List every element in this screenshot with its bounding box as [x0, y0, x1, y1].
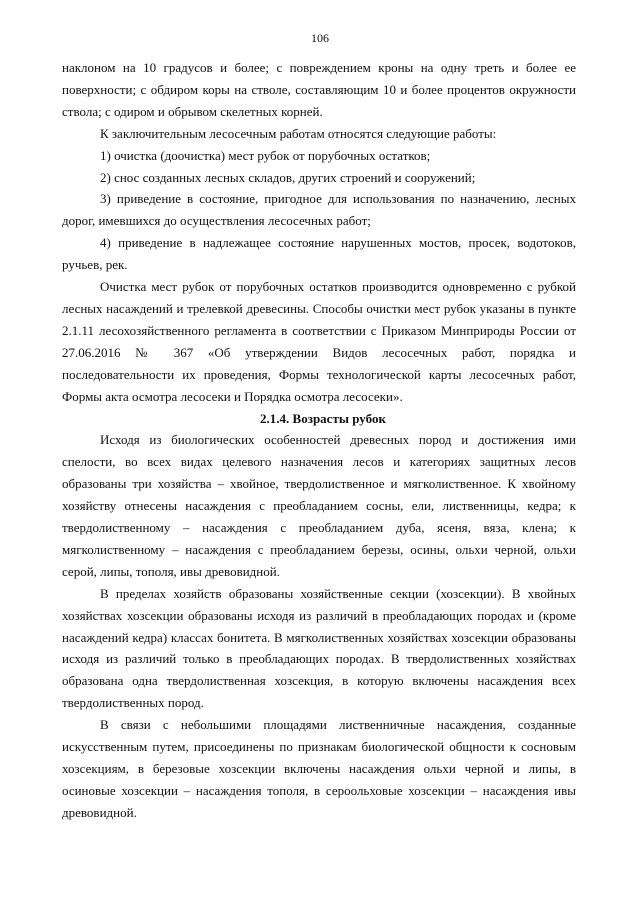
page-number: 106 [311, 31, 329, 45]
list-item: 3) приведение в состояние, пригодное для использования по назначению, лесных дорог, имевшихся до осуществления лесосечных работ; [62, 191, 576, 229]
list-item: 2) снос созданных лесных складов, других строений и сооружений; [100, 169, 476, 185]
paragraph: В связи с небольшими площадями лиственничные насаждения, созданные искусственным путем, присоединены по признакам биологической общности к сосновым хозсекциям, в березовые хозсекции включены насаждения ольхи черной и липы, в осиновые хозсекции – насаждения тополя, в сероольховые хозсекции – насаждения ивы древовидной. [62, 717, 576, 820]
page-content [62, 57, 576, 824]
paragraph: К заключительным лесосечным работам относятся следующие работы: [100, 125, 497, 141]
paragraph: наклоном на 10 градусов и более; с повреждением кроны на одну треть и более ее поверхности; с обдиром коры на стволе, составляющим 10 и более процентов окружности ствола; с одиром и обрывом скелетных корней. [62, 60, 576, 119]
list-item: 1) очистка (доочистка) мест рубок от порубочных остатков; [100, 147, 431, 163]
paragraph: Очистка мест рубок от порубочных остатков производится одновременно с рубкой лесных насаждений и трелевкой древесины. Способы очистки мест рубок указаны в пункте 2.1.11 лесохозяйственного регламента в соответствии с Приказом Минприроды России от 27.06.2016 № 367 «Об утверждении Видов лесосечных работ, порядка и последовательности их проведения, Формы технологической карты лесосечных работ, Формы акта осмотра лесосеки и Порядка осмотра лесосеки». [62, 279, 576, 404]
section-heading: 2.1.4. Возрасты рубок [260, 410, 386, 426]
list-item: 4) приведение в надлежащее состояние нарушенных мостов, просек, водотоков, ручьев, рек. [62, 235, 576, 273]
paragraph: Исходя из биологических особенностей древесных пород и достижения ими спелости, во всех видах целевого назначения лесов и категориях защитных лесов образованы три хозяйства – хвойное, твердолиственное и мягколиственное. К хвойному хозяйству отнесены насаждения с преобладанием сосны, ели, лиственницы, кедра; к твердолиственному – насаждения с преобладанием дуба, ясеня, вяза, клена; к мягколиственному – насаждения с преобладанием березы, осины, ольхи черной, ольхи серой, липы, тополя, ивы древовидной. [62, 432, 576, 579]
paragraph: В пределах хозяйств образованы хозяйственные секции (хозсекции). В хвойных хозяйствах хозсекции образованы исходя из различий в преобладающих породах и (кроме насаждений кедра) классах бонитета. В мягколиственных хозяйствах хозсекции образованы исходя из различий только в преобладающих породах. В твердолиственных хозяйствах образована одна твердолиственная хозсекция, в которую включены насаждения всех твердолиственных пород. [62, 585, 576, 711]
